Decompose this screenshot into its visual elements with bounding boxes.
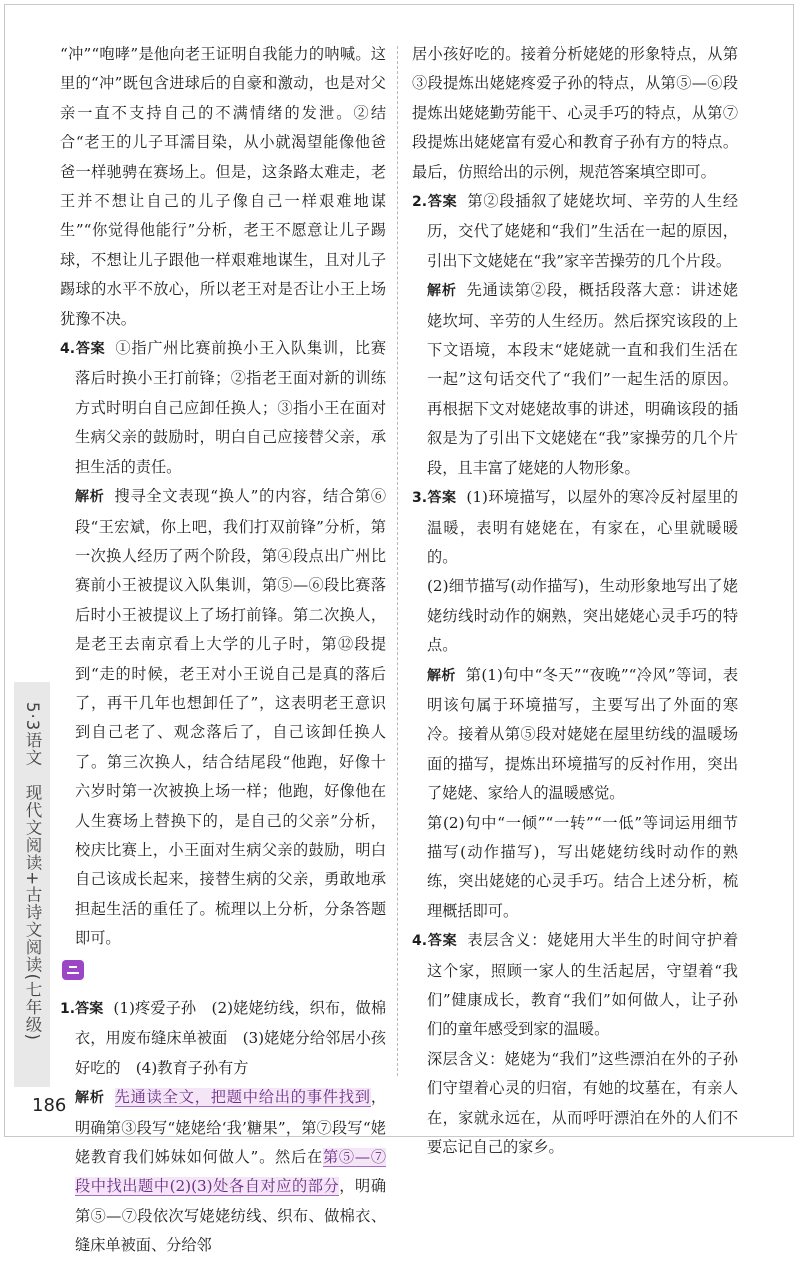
- analysis-tag: 解析: [427, 283, 457, 300]
- q4-right-answer-part-2: 深层含义：姥姥为“我们”这些漂泊在外的子孙们守望着心灵的归宿，有她的坟墓在，有亲人在，家就永远在，从而呼吁漂泊在外的人们不要忘记自己的家乡。: [427, 1049, 738, 1157]
- q3-analysis-part-2: 第(2)句中“一倾”“一转”“一低”等词运用细节描写(动作描写)，写出姥姥纺线时动作的熟练，突出姥姥的心灵手巧。结合上述分析，梳理概括即可。: [427, 813, 738, 920]
- q2-answer: 2.答案 第②段插叙了姥姥坎坷、辛劳的人生经历，交代了姥姥和“我们”生活在一起的原因，引出下文姥姥在“我”家辛苦操劳的几个片段。: [412, 192, 739, 270]
- q3-analysis: 解析 第(1)句中“冬天”“夜晚”“冷风”等词，表明该句属于环境描写，主要写出了外面的寒冷。接着从第⑤段对姥姥在屋里纺线的温暖场面的描写，提炼出环境描写的反衬作用，突出了姥姥、家给人的温暖感觉。: [427, 665, 739, 803]
- section-two-icon: [62, 960, 84, 980]
- side-tab-label: 5·3语文 现代文阅读+古诗文阅读(七年级): [23, 702, 42, 1041]
- q4-analysis: 解析 搜寻全文表现“换人”的内容，结合第⑥段“王宏斌，你上吧，我们打双前锋”分析，第一次换人经历了两个阶段，第④段点出广州比赛前小王被提议入队集训，第⑤—⑥段比赛落后时小王被提议上了场打前锋。第二次换人，是老王去南京看上大学的儿子时，第⑫段提到“走的时候，老王对小王说自己是真的落后了，再干几年也想卸任了”，这表明老王意识到自己老了、观念落后了，自己该卸任换人了。第三次换人，结合结尾段“他跑，好像十六岁时第一次被换上场一样；他跑，好像他在人生赛场上替换下的，是自己的父亲”分析，校庆比赛上，小王面对生病父亲的鼓励，明白自己该成长起来，接替生病的父亲，勇敢地承担起生活的重任了。梳理以上分析，分条答题即可。: [75, 487, 387, 948]
- answer-tag: 答案: [427, 490, 457, 507]
- q4-right-answer: 4.答案 表层含义：姥姥用大半生的时间守护着这个家，照顾一家人的生活起居，守望着“我们”健康成长，教育“我们”如何做人，让子孙们的童年感受到家的温暖。: [412, 931, 739, 1039]
- q1-analysis: 解析 先通读全文，把题中给出的事件找到，明确第③段写“姥姥给‘我’糖果”，第⑦段写“姥姥教育我们姊妹如何做人”。然后在第⑤—⑦段中找出题中(2)(3)处各自对应的部分，明确第⑤—⑦段依次写姥姥纺线、织布、做棉衣、缝床单被面、分给邻: [75, 1088, 387, 1255]
- continued-paragraph: “冲”“咆哮”是他向老王证明自我能力的呐喊。这里的“冲”既包含进球后的自豪和激动，也是对父亲一直不支持自己的不满情绪的发泄。②结合“老王的儿子耳濡目染，从小就渴望能像他爸爸一样驰骋在赛场上。但是，这条路太难走，老王并不想让自己的儿子像自己一样艰难地谋生”“你觉得他能行”分析，老王不愿意让儿子踢球，不想让儿子跟他一样艰难地谋生，且对儿子踢球的水平不放心，所以老王对是否让小王上场犹豫不决。: [60, 45, 386, 328]
- analysis-tag: 解析: [75, 1090, 105, 1107]
- highlight-note: 第⑤—⑦段中找出题中(2)(3)处各自对应的部分: [75, 1148, 387, 1196]
- left-column: [60, 40, 386, 1261]
- column-divider: [397, 46, 398, 1076]
- q4-answer: 4.答案 ①指广州比赛前换小王入队集训，比赛落后时换小王打前锋；②指老王面对新的训练方式时明白自己应卸任换人；③指小王在面对生病父亲的鼓励时，明白自己应接替父亲，承担生活的责任。: [60, 339, 387, 476]
- q2-analysis: 解析 先通读第②段，概括段落大意：讲述姥姥坎坷、辛劳的人生经历。然后探究该段的上下文语境，本段末“姥姥就一直和我们生活在一起”这句话交代了“我们”一起生活的原因。再根据下文对姥姥故事的讲述，明确该段的插叙是为了引出下文姥姥在“我”家操劳的几个片段，且丰富了姥姥的人物形象。: [427, 281, 739, 477]
- q3-answer: 3.答案 (1)环境描写，以屋外的寒冷反衬屋里的温暖，表明有姥姥在，有家在，心里就暖暖的。: [412, 488, 739, 566]
- analysis-tag: 解析: [427, 667, 456, 684]
- highlight-note: 先通读全文，把题中给出的事件找到: [114, 1088, 371, 1107]
- side-tab: [14, 682, 50, 1087]
- right-column: [412, 40, 738, 1162]
- q1-answer: 1.答案 (1)疼爱子孙 (2)姥姥纺线，织布，做棉衣，用废布缝床单被面 (3)姥姥分给邻居小孩好吃的 (4)教育子孙有方: [60, 999, 387, 1077]
- answer-tag: 答案: [427, 933, 458, 950]
- analysis-tag: 解析: [75, 489, 105, 506]
- q3-answer-part-2: (2)细节描写(动作描写)，生动形象地写出了姥姥纺线时动作的娴熟，突出姥姥心灵手巧的特点。: [427, 577, 738, 655]
- answer-tag: 答案: [75, 341, 106, 358]
- answer-tag: 答案: [427, 194, 458, 211]
- q1-analysis-continued: 居小孩好吃的。接着分析姥姥的形象特点，从第③段提炼出姥姥疼爱子孙的特点，从第⑤—⑥段提炼出姥姥勤劳能干、心灵手巧的特点，从第⑦段提炼出姥姥富有爱心和教育子孙有方的特点。最后，仿照给出的示例，规范答案填空即可。: [412, 45, 738, 181]
- answer-tag: 答案: [75, 1001, 104, 1017]
- page-number: 186: [32, 1095, 67, 1116]
